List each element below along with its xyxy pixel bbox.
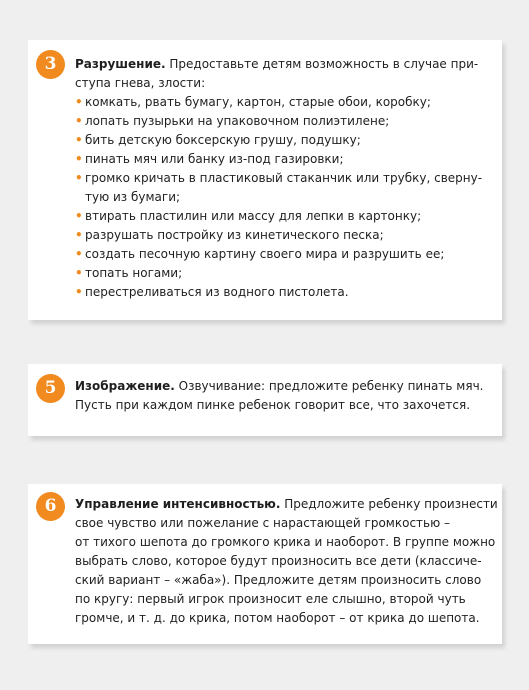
intro-text: Озвучивание: предложите ребенку пинать мяч. bbox=[174, 379, 484, 393]
bullet-icon: • bbox=[75, 285, 83, 299]
bullet-icon: • bbox=[75, 247, 83, 261]
number-badge: 6 bbox=[36, 492, 65, 521]
list-item-text: громко кричать в пластиковый стаканчик или трубку, сверну- bbox=[85, 171, 483, 185]
list-item bbox=[75, 93, 490, 112]
card-title-line bbox=[75, 377, 490, 396]
list-item-text-continued: тую из бумаги; bbox=[85, 190, 181, 204]
card-title-line bbox=[75, 55, 490, 74]
card-title: Изображение. bbox=[75, 379, 175, 393]
list-item bbox=[75, 283, 490, 302]
bullet-icon: • bbox=[75, 95, 83, 109]
card-content bbox=[75, 495, 498, 628]
intro-text: ступа гнева, злости: bbox=[75, 76, 206, 90]
card-content bbox=[75, 377, 490, 415]
list-item bbox=[75, 131, 490, 150]
list-item-text: бить детскую боксерскую грушу, подушку; bbox=[85, 133, 361, 147]
intro-text: Пусть при каждом пинке ребенок говорит все, что захочется. bbox=[75, 398, 471, 412]
card-depiction bbox=[28, 364, 502, 436]
intro-text: выбрать слово, которое будут произносить все дети (классиче- bbox=[75, 554, 482, 568]
bullet-icon: • bbox=[75, 133, 83, 147]
intro-text: Предоставьте детям возможность в случае при- bbox=[165, 57, 479, 71]
bullet-icon: • bbox=[75, 228, 83, 242]
card-intensity-control bbox=[28, 484, 502, 644]
intro-text: громче, и т. д. до крика, потом наоборот – от крика до шепота. bbox=[75, 611, 480, 625]
number-badge: 5 bbox=[36, 374, 65, 403]
card-destruction bbox=[28, 40, 502, 320]
intro-text: Предложите ребенку произнести bbox=[280, 497, 498, 511]
intro-text: свое чувство или пожелание с нарастающей громкостью – bbox=[75, 516, 451, 530]
list-item bbox=[75, 245, 490, 264]
bullet-icon: • bbox=[75, 209, 83, 223]
list-item-text: перестреливаться из водного пистолета. bbox=[85, 285, 349, 299]
list-item bbox=[75, 226, 490, 245]
list-item-text: топать ногами; bbox=[85, 266, 183, 280]
list-item-text: разрушать постройку из кинетического песка; bbox=[85, 228, 384, 242]
card-content bbox=[75, 55, 490, 302]
list-item-text: создать песочную картину своего мира и разрушить ее; bbox=[85, 247, 445, 261]
intro-text: по кругу: первый игрок произносит еле слышно, второй чуть bbox=[75, 592, 466, 606]
list-item bbox=[75, 112, 490, 131]
list-item-text: пинать мяч или банку из-под газировки; bbox=[85, 152, 344, 166]
card-title: Разрушение. bbox=[75, 57, 166, 71]
intro-text: ский вариант – «жаба»). Предложите детям произносить слово bbox=[75, 573, 482, 587]
list-item-text: втирать пластилин или массу для лепки в картонку; bbox=[85, 209, 422, 223]
intro-text: от тихого шепота до громкого крика и наоборот. В группе можно bbox=[75, 535, 496, 549]
card-title: Управление интенсивностью. bbox=[75, 497, 281, 511]
bullet-icon: • bbox=[75, 152, 83, 166]
list-item bbox=[75, 150, 490, 169]
number-badge: 3 bbox=[36, 50, 65, 79]
card-title-line bbox=[75, 495, 498, 514]
bullet-icon: • bbox=[75, 114, 83, 128]
list-item-text: комкать, рвать бумагу, картон, старые обои, коробку; bbox=[85, 95, 431, 109]
list-item bbox=[75, 264, 490, 283]
bullet-icon: • bbox=[75, 266, 83, 280]
list-item-text: лопать пузырьки на упаковочном полиэтилене; bbox=[85, 114, 390, 128]
list-item bbox=[75, 207, 490, 226]
list-item bbox=[75, 169, 490, 188]
bullet-icon: • bbox=[75, 171, 83, 185]
